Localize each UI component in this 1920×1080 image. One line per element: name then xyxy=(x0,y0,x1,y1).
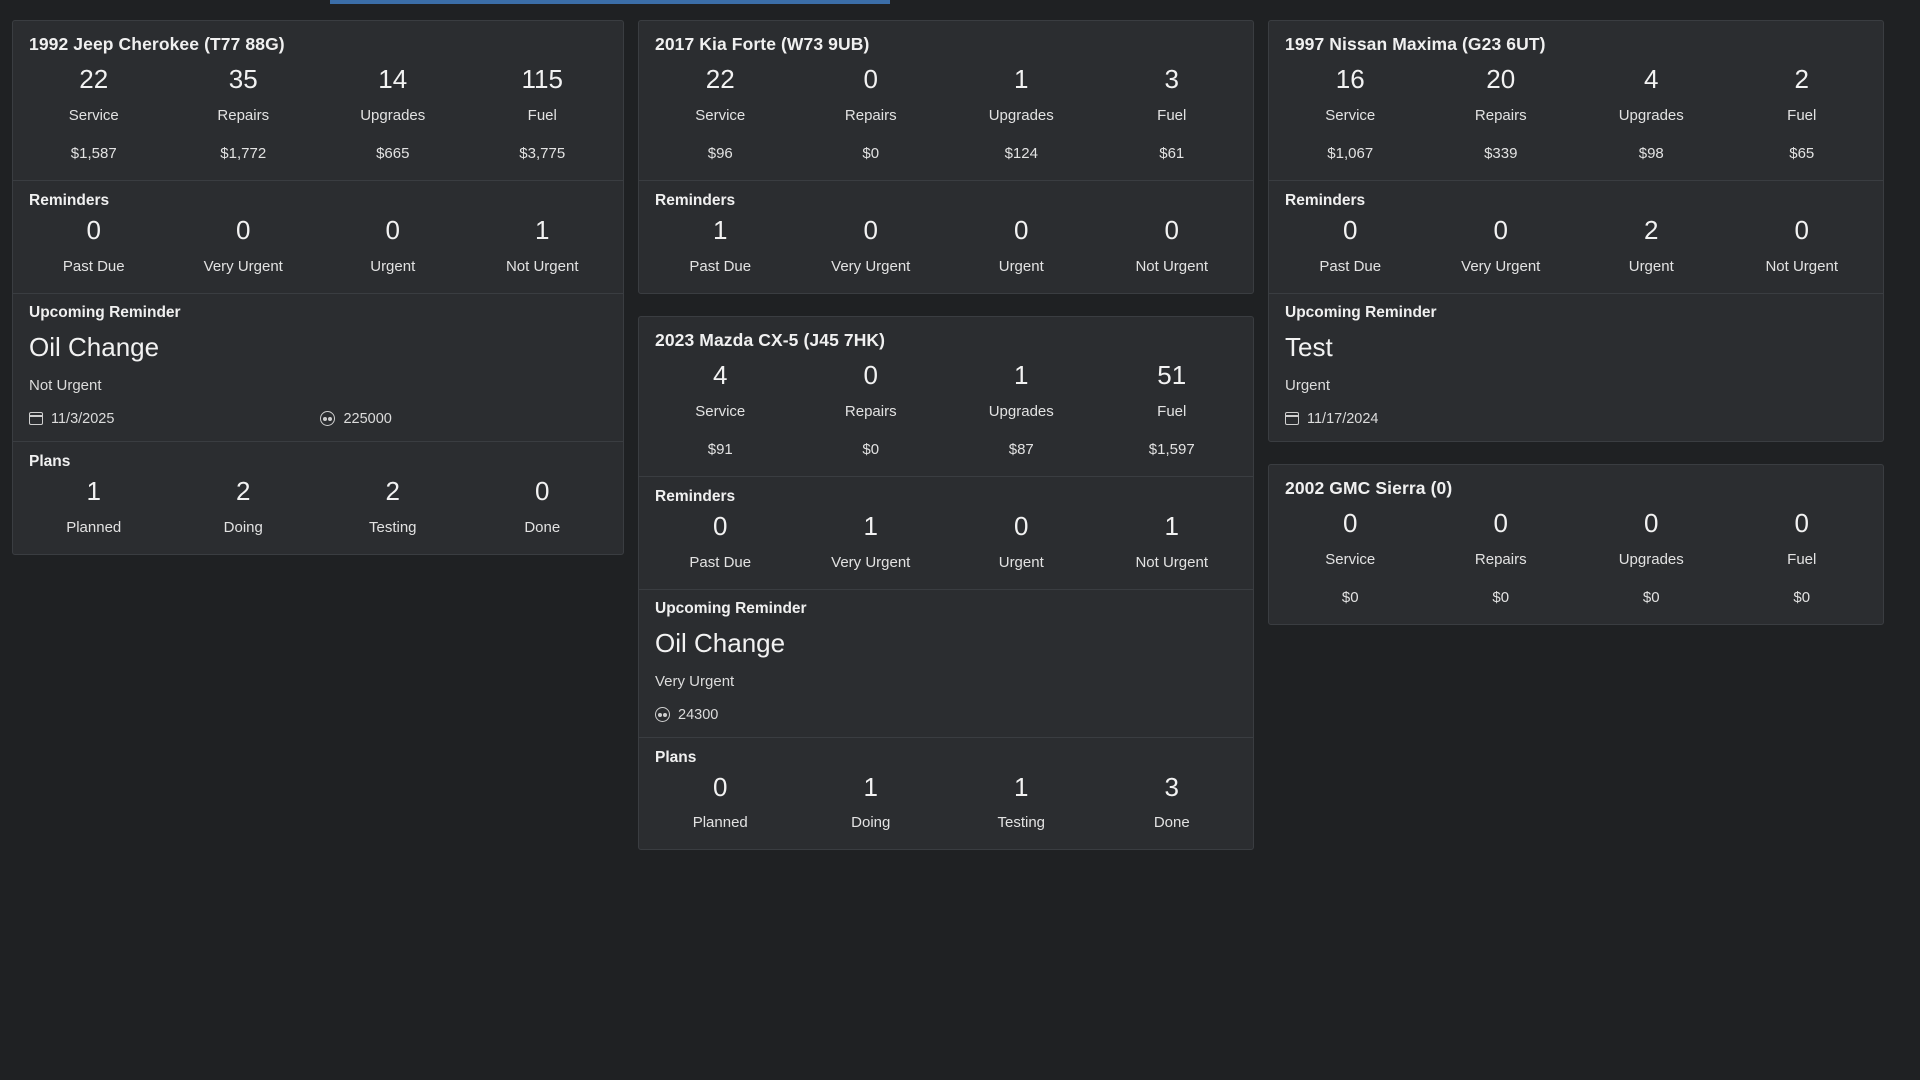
stat-amount: $91 xyxy=(707,440,733,458)
vehicle-title: 1992 Jeep Cherokee (T77 88G) xyxy=(29,34,285,54)
plan-testing[interactable] xyxy=(318,477,468,536)
calendar-icon xyxy=(29,412,43,425)
stat-label: Upgrades xyxy=(360,106,426,124)
stat-label: Upgrades xyxy=(988,106,1054,124)
calendar-icon xyxy=(1285,412,1299,425)
upcoming-title: Upcoming Reminder xyxy=(655,599,807,617)
plan-label: Testing xyxy=(368,518,417,536)
stat-amount: $98 xyxy=(1638,144,1664,162)
reminder-label: Urgent xyxy=(998,553,1044,571)
plan-count: 1 xyxy=(86,475,101,506)
reminder-not-urgent[interactable] xyxy=(1727,216,1878,275)
upcoming-reminder[interactable] xyxy=(639,590,1253,737)
stat-label: Fuel xyxy=(1157,402,1187,420)
stat-amount: $61 xyxy=(1159,144,1185,162)
vehicle-card[interactable] xyxy=(638,20,1254,294)
stat-fuel[interactable] xyxy=(1097,361,1248,458)
vehicle-stats xyxy=(639,361,1253,476)
plan-planned[interactable] xyxy=(19,477,169,536)
upcoming-date-text: 11/17/2024 xyxy=(1307,410,1379,427)
upcoming-name: Test xyxy=(1285,331,1333,362)
upcoming-name: Oil Change xyxy=(655,627,786,658)
dashboard-column-2 xyxy=(638,20,1254,850)
stat-upgrades[interactable] xyxy=(946,65,1097,162)
stat-amount: $87 xyxy=(1008,440,1034,458)
upcoming-title: Upcoming Reminder xyxy=(29,303,181,321)
plan-label: Doing xyxy=(223,518,263,536)
stat-fuel[interactable] xyxy=(1727,65,1878,162)
stat-fuel[interactable] xyxy=(1097,65,1248,162)
vehicle-stats xyxy=(639,65,1253,180)
stat-amount: $124 xyxy=(1004,144,1038,162)
stat-upgrades[interactable] xyxy=(1576,509,1727,606)
reminder-label: Urgent xyxy=(370,257,416,275)
stat-amount: $1,597 xyxy=(1148,440,1195,458)
stat-label: Fuel xyxy=(1157,106,1187,124)
reminder-count: 0 xyxy=(713,510,728,541)
reminder-label: Past Due xyxy=(689,257,752,275)
reminder-count: 1 xyxy=(535,214,550,245)
stat-label: Repairs xyxy=(1474,550,1527,568)
stat-service[interactable] xyxy=(1275,65,1426,162)
reminder-past-due[interactable] xyxy=(645,512,796,571)
stat-label: Fuel xyxy=(1787,106,1817,124)
reminder-past-due[interactable] xyxy=(1275,216,1426,275)
plan-label: Done xyxy=(1153,814,1190,832)
reminder-label: Urgent xyxy=(1628,257,1674,275)
reminder-urgent[interactable] xyxy=(318,216,468,275)
vehicle-card[interactable] xyxy=(638,316,1254,851)
stat-count: 0 xyxy=(863,64,878,94)
vehicle-stats xyxy=(13,65,623,180)
stat-count: 22 xyxy=(705,64,735,94)
stat-count: 1 xyxy=(1014,359,1029,390)
upcoming-date xyxy=(1285,411,1379,427)
upcoming-odometer xyxy=(320,411,391,427)
stat-repairs[interactable] xyxy=(1426,509,1577,606)
vehicle-title: 2023 Mazda CX-5 (J45 7HK) xyxy=(655,329,886,350)
stat-label: Service xyxy=(68,106,119,124)
reminder-count: 0 xyxy=(1164,214,1179,245)
stat-count: 0 xyxy=(863,359,878,390)
stat-repairs[interactable] xyxy=(796,65,947,162)
stat-amount: $96 xyxy=(707,144,733,162)
stat-count: 0 xyxy=(1493,507,1508,538)
plan-label: Done xyxy=(524,518,561,536)
reminder-count: 2 xyxy=(1644,214,1659,245)
reminder-label: Very Urgent xyxy=(831,553,911,571)
vehicle-card[interactable] xyxy=(1268,20,1884,442)
upcoming-title: Upcoming Reminder xyxy=(1285,303,1437,321)
stat-label: Fuel xyxy=(1787,550,1817,568)
stat-amount: $65 xyxy=(1789,144,1815,162)
dashboard-column-1 xyxy=(12,20,624,555)
plan-count: 1 xyxy=(863,771,878,802)
stat-count: 20 xyxy=(1486,64,1516,94)
reminder-past-due[interactable] xyxy=(19,216,169,275)
reminder-count: 0 xyxy=(236,214,251,245)
reminder-label: Not Urgent xyxy=(1135,257,1209,275)
reminders-title: Reminders xyxy=(1285,191,1366,209)
vehicle-stats xyxy=(1269,509,1883,624)
upcoming-reminder[interactable] xyxy=(1269,294,1883,441)
plans-title: Plans xyxy=(655,748,697,766)
stat-count: 51 xyxy=(1157,359,1187,390)
stat-count: 35 xyxy=(228,64,258,94)
stat-label: Service xyxy=(695,402,746,420)
dashboard-column-3 xyxy=(1268,20,1884,625)
vehicle-dashboard xyxy=(0,4,1920,1080)
plan-count: 2 xyxy=(385,475,400,506)
plan-label: Planned xyxy=(692,814,748,832)
reminder-count: 0 xyxy=(1794,214,1809,245)
reminder-count: 0 xyxy=(863,214,878,245)
stat-service[interactable] xyxy=(645,65,796,162)
plans-row xyxy=(639,773,1253,850)
reminders-row xyxy=(639,216,1253,293)
plan-label: Doing xyxy=(851,814,891,832)
reminder-label: Not Urgent xyxy=(505,257,579,275)
upcoming-odometer-text: 225000 xyxy=(343,410,392,427)
reminder-label: Very Urgent xyxy=(203,257,283,275)
stat-amount: $0 xyxy=(862,144,880,162)
stat-upgrades[interactable] xyxy=(318,65,468,162)
reminders-row xyxy=(1269,216,1883,293)
vehicle-title: 2002 GMC Sierra (0) xyxy=(1285,477,1453,498)
reminder-count: 0 xyxy=(86,214,101,245)
reminders-row xyxy=(639,512,1253,589)
reminder-count: 0 xyxy=(385,214,400,245)
upcoming-meta xyxy=(29,411,607,427)
stat-label: Upgrades xyxy=(1618,106,1684,124)
stat-repairs[interactable] xyxy=(169,65,319,162)
plan-planned[interactable] xyxy=(645,773,796,832)
plan-count: 3 xyxy=(1164,771,1179,802)
stat-count: 0 xyxy=(1644,507,1659,538)
stat-label: Service xyxy=(1325,106,1376,124)
stat-count: 0 xyxy=(1794,507,1809,538)
reminder-count: 1 xyxy=(713,214,728,245)
plans-title: Plans xyxy=(29,452,71,470)
stat-label: Upgrades xyxy=(1618,550,1684,568)
reminder-very-urgent[interactable] xyxy=(169,216,319,275)
stat-repairs[interactable] xyxy=(796,361,947,458)
reminder-count: 0 xyxy=(1014,214,1029,245)
plan-label: Planned xyxy=(66,518,122,536)
upcoming-urgency: Urgent xyxy=(1285,376,1331,394)
stat-count: 0 xyxy=(1343,507,1358,538)
upcoming-name: Oil Change xyxy=(29,331,160,362)
reminder-very-urgent[interactable] xyxy=(1426,216,1577,275)
upcoming-meta xyxy=(1285,411,1867,427)
reminder-past-due[interactable] xyxy=(645,216,796,275)
stat-count: 1 xyxy=(1014,64,1029,94)
plan-count: 1 xyxy=(1014,771,1029,802)
upcoming-reminder[interactable] xyxy=(13,294,623,441)
vehicle-card[interactable] xyxy=(1268,464,1884,625)
stat-service[interactable] xyxy=(19,65,169,162)
upcoming-urgency: Not Urgent xyxy=(29,376,102,394)
plan-doing[interactable] xyxy=(796,773,947,832)
reminder-count: 0 xyxy=(1343,214,1358,245)
reminder-label: Past Due xyxy=(62,257,125,275)
stat-repairs[interactable] xyxy=(1426,65,1577,162)
stat-amount: $339 xyxy=(1484,144,1518,162)
stat-count: 22 xyxy=(79,64,109,94)
stat-count: 3 xyxy=(1164,64,1179,94)
stat-count: 4 xyxy=(713,359,728,390)
plan-testing[interactable] xyxy=(946,773,1097,832)
plans-row xyxy=(13,477,623,554)
reminder-not-urgent[interactable] xyxy=(1097,512,1248,571)
stat-label: Repairs xyxy=(217,106,270,124)
stat-count: 2 xyxy=(1794,64,1809,94)
plan-done[interactable] xyxy=(468,477,618,536)
stat-amount: $665 xyxy=(376,144,410,162)
reminder-count: 0 xyxy=(1493,214,1508,245)
stat-amount: $1,587 xyxy=(70,144,117,162)
stat-amount: $0 xyxy=(1793,588,1811,606)
reminders-title: Reminders xyxy=(655,487,736,505)
reminder-very-urgent[interactable] xyxy=(796,512,947,571)
upcoming-urgency: Very Urgent xyxy=(655,672,735,690)
reminder-label: Very Urgent xyxy=(1461,257,1541,275)
reminder-urgent[interactable] xyxy=(1576,216,1727,275)
plan-count: 0 xyxy=(713,771,728,802)
stat-amount: $3,775 xyxy=(519,144,566,162)
stat-amount: $0 xyxy=(1642,588,1660,606)
stat-label: Upgrades xyxy=(988,402,1054,420)
stat-upgrades[interactable] xyxy=(946,361,1097,458)
vehicle-title: 1997 Nissan Maxima (G23 6UT) xyxy=(1285,34,1546,54)
reminder-very-urgent[interactable] xyxy=(796,216,947,275)
upcoming-odometer-text: 24300 xyxy=(678,706,719,723)
reminder-label: Past Due xyxy=(1319,257,1382,275)
reminder-count: 0 xyxy=(1014,510,1029,541)
upcoming-date xyxy=(29,411,114,427)
reminder-not-urgent[interactable] xyxy=(1097,216,1248,275)
stat-label: Repairs xyxy=(844,402,897,420)
stat-label: Repairs xyxy=(1474,106,1527,124)
stat-amount: $0 xyxy=(862,440,880,458)
stat-amount: $0 xyxy=(1341,588,1359,606)
stat-count: 16 xyxy=(1335,64,1365,94)
plan-count: 0 xyxy=(535,475,550,506)
reminder-label: Past Due xyxy=(689,553,752,571)
stat-count: 115 xyxy=(521,64,563,94)
stat-upgrades[interactable] xyxy=(1576,65,1727,162)
plan-doing[interactable] xyxy=(169,477,319,536)
plan-count: 2 xyxy=(236,475,251,506)
odometer-icon xyxy=(655,707,670,722)
vehicle-stats xyxy=(1269,65,1883,180)
reminder-label: Not Urgent xyxy=(1135,553,1209,571)
upcoming-meta xyxy=(655,707,1237,723)
reminder-label: Very Urgent xyxy=(831,257,911,275)
upcoming-date-text: 11/3/2025 xyxy=(51,410,115,427)
stat-amount: $0 xyxy=(1492,588,1510,606)
stat-label: Repairs xyxy=(844,106,897,124)
stat-count: 4 xyxy=(1644,64,1659,94)
plan-label: Testing xyxy=(997,814,1046,832)
vehicle-card[interactable] xyxy=(12,20,624,555)
stat-label: Fuel xyxy=(527,106,557,124)
stat-service[interactable] xyxy=(1275,509,1426,606)
reminder-urgent[interactable] xyxy=(946,512,1097,571)
reminder-urgent[interactable] xyxy=(946,216,1097,275)
reminder-not-urgent[interactable] xyxy=(468,216,618,275)
reminders-title: Reminders xyxy=(29,191,110,209)
stat-amount: $1,067 xyxy=(1327,144,1374,162)
stat-count: 14 xyxy=(378,64,408,94)
reminder-label: Urgent xyxy=(998,257,1044,275)
reminder-count: 1 xyxy=(1164,510,1179,541)
reminders-row xyxy=(13,216,623,293)
stat-service[interactable] xyxy=(645,361,796,458)
stat-label: Service xyxy=(1325,550,1376,568)
reminder-count: 1 xyxy=(863,510,878,541)
reminders-title: Reminders xyxy=(655,191,736,209)
stat-fuel[interactable] xyxy=(468,65,618,162)
stat-fuel[interactable] xyxy=(1727,509,1878,606)
plan-done[interactable] xyxy=(1097,773,1248,832)
stat-amount: $1,772 xyxy=(220,144,267,162)
odometer-icon xyxy=(320,411,335,426)
upcoming-odometer xyxy=(655,707,718,723)
vehicle-title: 2017 Kia Forte (W73 9UB) xyxy=(655,34,870,54)
stat-label: Service xyxy=(695,106,746,124)
reminder-label: Not Urgent xyxy=(1765,257,1839,275)
